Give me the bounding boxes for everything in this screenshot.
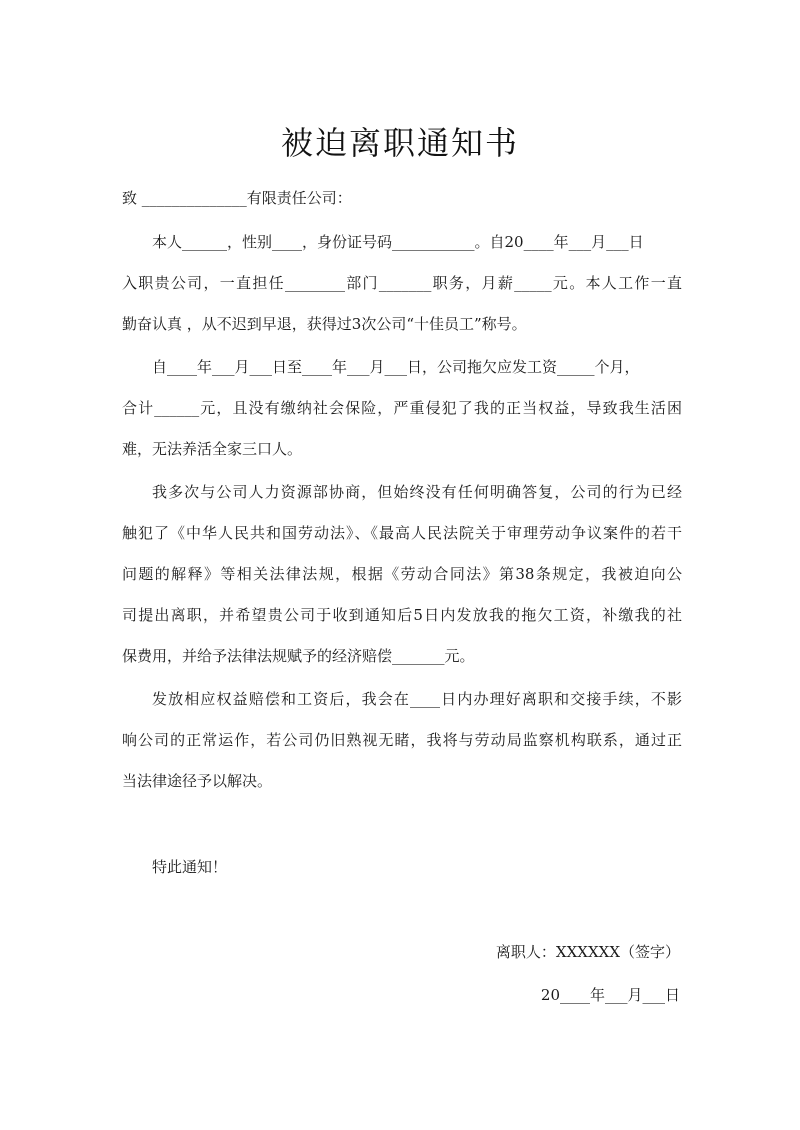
- date-line: 20____年___月___日: [540, 986, 680, 1004]
- paragraph-4-line-3: 当法律途径予以解决。: [122, 772, 273, 790]
- closing-text: 特此通知！: [152, 858, 228, 876]
- paragraph-3-line-4: 司提出离职，并希望贵公司于收到通知后5日内发放我的拖欠工资，补缴我的社: [122, 606, 682, 624]
- document-title: 被迫离职通知书: [280, 124, 519, 162]
- paragraph-2-line-1: 自____年___月___日至____年___月___日，公司拖欠应发工资_____个月，: [152, 358, 640, 376]
- signature-line: 离职人：XXXXXX（签字）: [495, 943, 680, 961]
- paragraph-2-line-3: 难，无法养活全家三口人。: [122, 440, 303, 458]
- paragraph-1-line-2: 入职贵公司，一直担任________部门_______职务，月薪_____元。本人工作一直: [122, 274, 682, 292]
- paragraph-1-line-3: 勤奋认真 ，从不迟到早退，获得过3次公司“十佳员工”称号。: [122, 315, 527, 333]
- paragraph-4-line-1: 发放相应权益赔偿和工资后，我会在____日内办理好离职和交接手续，不影: [152, 690, 682, 708]
- paragraph-2-line-2: 合计______元，且没有缴纳社会保险，严重侵犯了我的正当权益，导致我生活困: [122, 399, 682, 417]
- salutation: 致 ______________有限责任公司：: [122, 189, 352, 207]
- paragraph-1-line-1: 本人______，性别____，身份证号码___________。自20____年___月___日: [152, 233, 644, 251]
- paragraph-3-line-1: 我多次与公司人力资源部协商，但始终没有任何明确答复，公司的行为已经: [152, 483, 682, 501]
- paragraph-4-line-2: 响公司的正常运作，若公司仍旧熟视无睹，我将与劳动局监察机构联系，通过正: [122, 731, 682, 749]
- paragraph-3-line-3: 问题的解释》等相关法律法规，根据《劳动合同法》第38条规定，我被迫向公: [122, 565, 682, 583]
- paragraph-3-line-2: 触犯了《中华人民共和国劳动法》、《最高人民法院关于审理劳动争议案件的若干: [122, 524, 682, 542]
- paragraph-3-line-5: 保费用，并给予法律法规赋予的经济赔偿_______元。: [122, 647, 475, 665]
